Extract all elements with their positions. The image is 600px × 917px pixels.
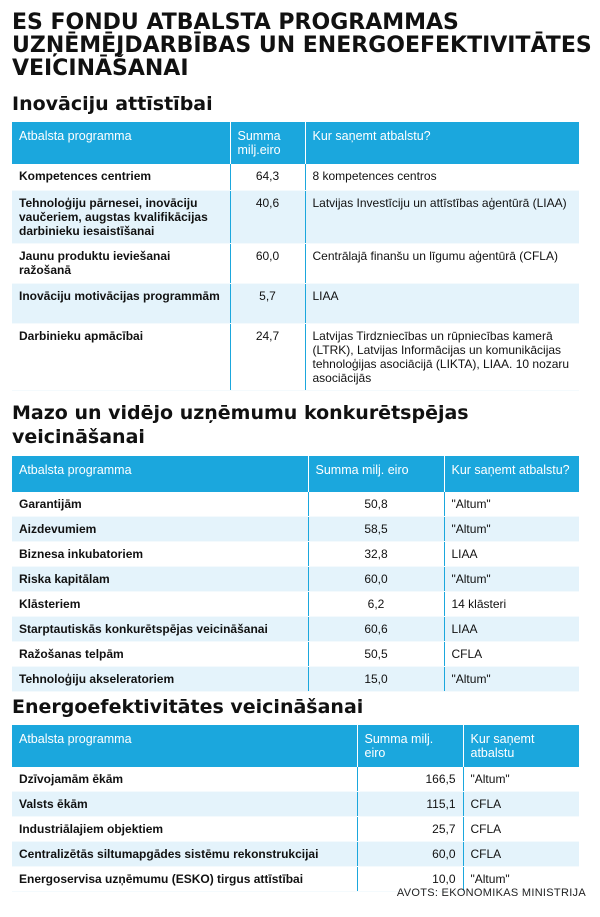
- row-program: Centralizētās siltumapgādes sistēmu rekonstrukcijai: [12, 842, 357, 867]
- row-program: Darbinieku apmācībai: [12, 323, 230, 390]
- row-program: Riska kapitālam: [12, 567, 308, 592]
- row-program: Industriālajiem objektiem: [12, 817, 357, 842]
- row-amount: 166,5: [357, 767, 463, 792]
- row-where: Latvijas Tirdzniecības un rūpniecības kamerā (LTRK), Latvijas Informācijas un komunikācijas tehnoloģijas asociācijā (LIKTA), LIAA. 10 nozaru asociācijās: [305, 323, 579, 390]
- row-where: Latvijas Investīciju un attīstības aģentūrā (LIAA): [305, 190, 579, 243]
- row-where: CFLA: [444, 642, 579, 667]
- row-where: 14 klāsteri: [444, 592, 579, 617]
- section-title-line: Inovāciju attīstībai: [12, 93, 213, 115]
- main-title-line: ES FONDU ATBALSTA PROGRAMMAS: [12, 10, 459, 35]
- table-row: [12, 792, 579, 817]
- table-row: [12, 567, 579, 592]
- section-title-line: Energoefektivitātes veicināšanai: [12, 696, 364, 718]
- row-program: Garantijām: [12, 492, 308, 517]
- table-innovation: [12, 122, 579, 391]
- row-program: Jaunu produktu ieviešanai ražošanā: [12, 243, 230, 283]
- section-title-line: Mazo un vidējo uzņēmumu konkurētspējas: [12, 402, 469, 424]
- table-row: [12, 283, 579, 323]
- table-row: [12, 164, 579, 190]
- row-where: "Altum": [444, 667, 579, 692]
- table-row: [12, 190, 579, 243]
- table-row: [12, 767, 579, 792]
- row-program: Klāsteriem: [12, 592, 308, 617]
- row-amount: 40,6: [230, 190, 305, 243]
- table-energy: [12, 725, 579, 892]
- row-program: Valsts ēkām: [12, 792, 357, 817]
- row-amount: 60,0: [357, 842, 463, 867]
- table-header-row: [12, 456, 579, 492]
- section-title-innovation: [12, 92, 213, 116]
- row-program: Inovāciju motivācijas programmām: [12, 283, 230, 323]
- table-row: [12, 243, 579, 283]
- table-row: [12, 842, 579, 867]
- row-where: LIAA: [444, 617, 579, 642]
- header-program: Atbalsta programma: [12, 456, 308, 492]
- table-row: [12, 492, 579, 517]
- row-amount: 50,8: [308, 492, 444, 517]
- header-program: Atbalsta programma: [12, 122, 230, 164]
- table-header-row: [12, 122, 579, 164]
- table-row: [12, 517, 579, 542]
- table-header-row: [12, 725, 579, 767]
- row-amount: 15,0: [308, 667, 444, 692]
- main-title-line: UZŅĒMĒJDARBĪBAS UN ENERGOEFEKTIVITĀTES: [12, 33, 592, 58]
- row-program: Starptautiskās konkurētspējas veicināšanai: [12, 617, 308, 642]
- row-amount: 5,7: [230, 283, 305, 323]
- row-where: "Altum": [444, 517, 579, 542]
- row-program: Aizdevumiem: [12, 517, 308, 542]
- row-where: LIAA: [444, 542, 579, 567]
- row-amount: 60,0: [230, 243, 305, 283]
- row-where: CFLA: [463, 792, 579, 817]
- header-where: Kur saņemt atbalstu?: [305, 122, 579, 164]
- main-title: [12, 10, 592, 81]
- row-program: Dzīvojamām ēkām: [12, 767, 357, 792]
- table-sme: [12, 456, 579, 692]
- row-program: Ražošanas telpām: [12, 642, 308, 667]
- row-amount: 25,7: [357, 817, 463, 842]
- header-amount: Summa milj.eiro: [230, 122, 305, 164]
- row-amount: 58,5: [308, 517, 444, 542]
- row-amount: 6,2: [308, 592, 444, 617]
- row-program: Biznesa inkubatoriem: [12, 542, 308, 567]
- row-where: CFLA: [463, 817, 579, 842]
- header-program: Atbalsta programma: [12, 725, 357, 767]
- table-row: [12, 592, 579, 617]
- section-title-sme: [12, 401, 469, 449]
- table-row: [12, 542, 579, 567]
- row-program: Kompetences centriem: [12, 164, 230, 190]
- main-title-line: VEICINĀŠANAI: [12, 56, 189, 81]
- row-amount: 32,8: [308, 542, 444, 567]
- row-where: Centrālajā finanšu un līgumu aģentūrā (CFLA): [305, 243, 579, 283]
- source-note: AVOTS: EKONOMIKAS MINISTRIJA: [396, 887, 586, 899]
- row-program: Tehnoloģiju pārnesei, inovāciju vaučeriem, augstas kvalifikācijas darbinieku iesaistīšanai: [12, 190, 230, 243]
- table-row: [12, 323, 579, 390]
- row-amount: 50,5: [308, 642, 444, 667]
- row-where: LIAA: [305, 283, 579, 323]
- section-title-line: veicināšanai: [12, 426, 145, 448]
- table-row: [12, 667, 579, 692]
- row-amount: 64,3: [230, 164, 305, 190]
- row-where: CFLA: [463, 842, 579, 867]
- row-amount: 60,0: [308, 567, 444, 592]
- row-where: "Altum": [444, 492, 579, 517]
- header-amount: Summa milj. eiro: [357, 725, 463, 767]
- row-program: Energoservisa uzņēmumu (ESKO) tirgus attīstībai: [12, 867, 357, 892]
- row-where: "Altum": [444, 567, 579, 592]
- row-amount: 24,7: [230, 323, 305, 390]
- row-program: Tehnoloģiju akseleratoriem: [12, 667, 308, 692]
- row-amount: 115,1: [357, 792, 463, 817]
- row-where: "Altum": [463, 867, 579, 892]
- row-amount: 60,6: [308, 617, 444, 642]
- table-row: [12, 617, 579, 642]
- row-where: "Altum": [463, 767, 579, 792]
- header-amount: Summa milj. eiro: [308, 456, 444, 492]
- row-where: 8 kompetences centros: [305, 164, 579, 190]
- header-where: Kur saņemt atbalstu?: [444, 456, 579, 492]
- table-row: [12, 642, 579, 667]
- section-title-energy: [12, 695, 363, 719]
- table-row: [12, 817, 579, 842]
- header-where: Kur saņemt atbalstu: [463, 725, 579, 767]
- row-amount: 10,0: [357, 867, 463, 892]
